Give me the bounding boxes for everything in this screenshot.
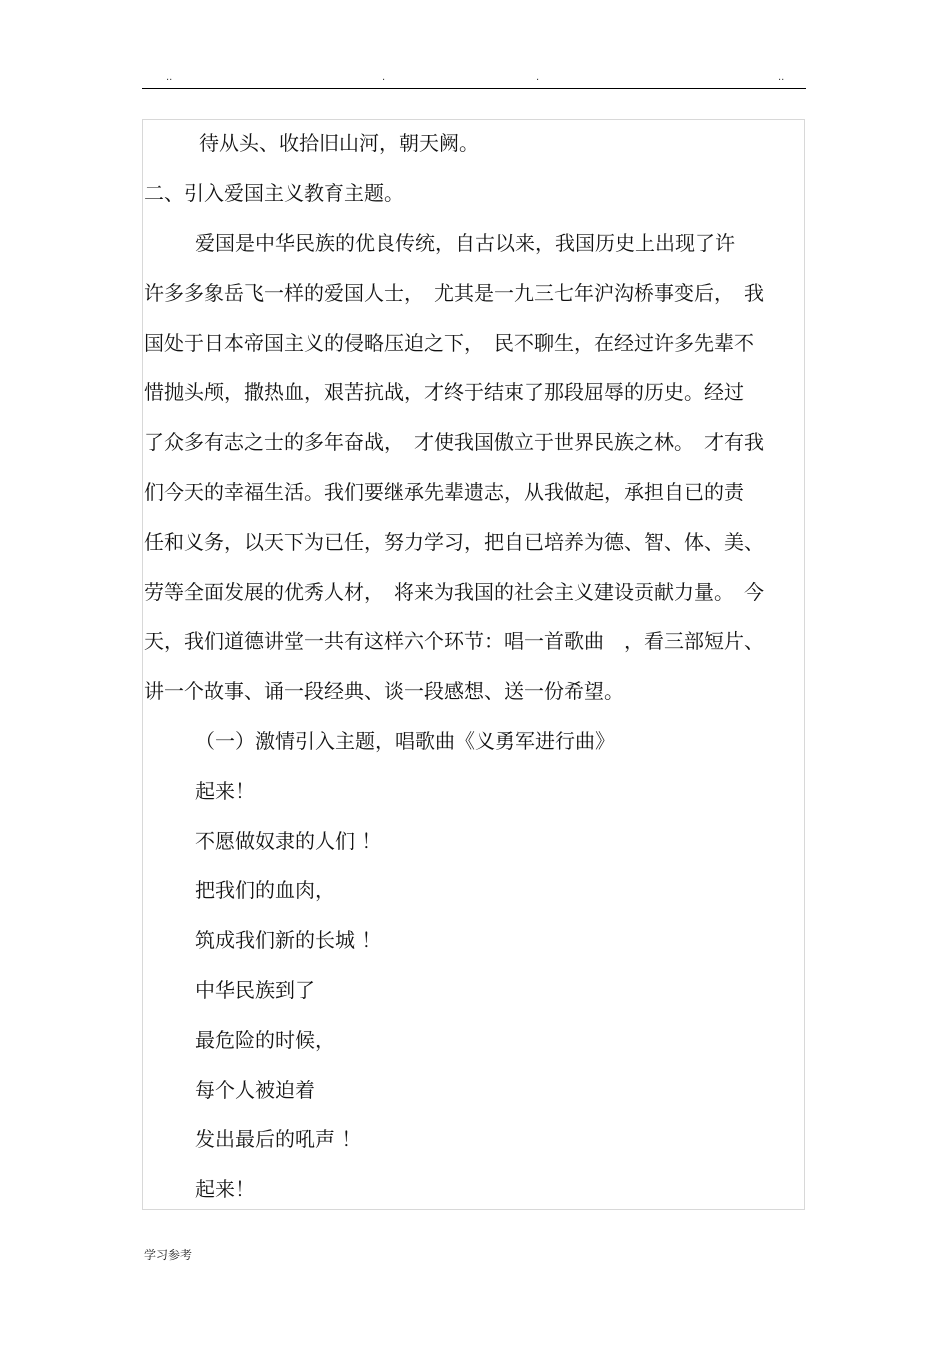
body-line-9: 任和义务，以天下为已任，努力学习，把自已培养为德、智、体、美、 [144,530,764,554]
body-line-7: 了众多有志之士的多年奋战， 才使我国傲立于世界民族之林。 才有我 [144,430,764,454]
lyric-line-8: 发出最后的吼声 ！ [195,1127,362,1151]
body-line-11: 天，我们道德讲堂一共有这样六个环节：唱一首歌曲 ，看三部短片、 [144,629,764,653]
body-line-10: 劳等全面发展的优秀人材， 将来为我国的社会主义建设贡献力量。 今 [144,580,764,604]
header-mark-2: . [382,72,386,83]
body-line-12: 讲一个故事、诵一段经典、谈一段感想、送一份希望。 [144,679,624,703]
body-line-5: 国处于日本帝国主义的侵略压迫之下， 民不聊生，在经过许多先辈不 [144,331,754,355]
body-line-6: 惜抛头颅，撒热血，艰苦抗战，才终于结束了那段屈辱的历史。经过 [144,380,744,404]
body-line-8: 们今天的幸福生活。我们要继承先辈遗志，从我做起，承担自已的责 [144,480,744,504]
lyric-line-1: 起来！ [195,779,255,803]
body-line-3: 爱国是中华民族的优良传统，自古以来，我国历史上出现了许 [195,231,735,255]
lyric-line-6: 最危险的时候， [195,1028,335,1052]
lyric-line-4: 筑成我们新的长城 ！ [195,928,382,952]
section-heading: 二、引入爱国主义教育主题。 [144,181,404,205]
body-line-4: 许多多象岳飞一样的爱国人士， 尤其是一九三七年沪沟桥事变后， 我 [144,281,764,305]
lyric-line-7: 每个人被迫着 [195,1078,315,1102]
header-mark-4: .. [778,72,785,83]
header-rule [142,88,806,89]
lyric-line-2: 不愿做奴隶的人们 ！ [195,829,382,853]
lyric-line-3: 把我们的血肉， [195,878,335,902]
lyric-line-5: 中华民族到了 [195,978,315,1002]
header-mark-3: . [536,72,540,83]
footer-label: 学习参考 [144,1248,193,1262]
subsection-heading: （一）激情引入主题，唱歌曲《义勇军进行曲》 [195,729,615,753]
header-mark-1: .. [166,72,173,83]
body-line-1: 待从头、收拾旧山河，朝天阙。 [199,131,479,155]
lyric-line-9: 起来！ [195,1177,255,1201]
